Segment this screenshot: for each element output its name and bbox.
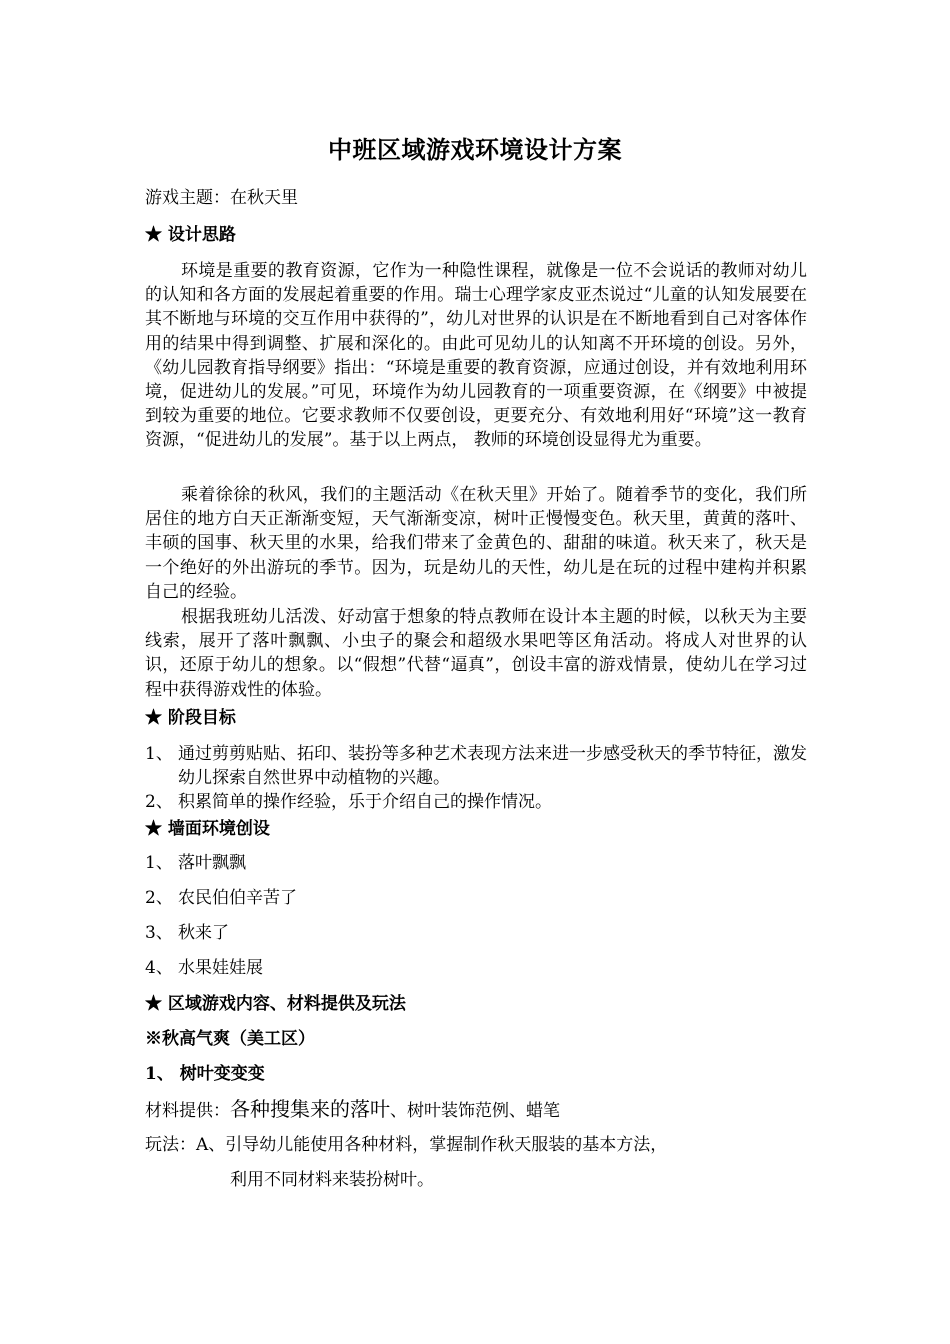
wall-item [145, 956, 807, 980]
wall-item [145, 921, 807, 945]
play-line-2: 利用不同材料来装扮树叶。 [230, 1170, 434, 1190]
materials-line [145, 1097, 560, 1123]
area-sub-heading: ※秋高气爽（美工区） [145, 1029, 315, 1049]
materials-main: 各种搜集来的落叶 [230, 1097, 390, 1121]
goal-number: 1、 [145, 744, 173, 764]
goal-number: 2、 [145, 792, 173, 812]
page-title: 中班区域游戏环境设计方案 [328, 135, 622, 164]
design-paragraph-3: 根据我班幼儿活泼、好动富于想象的特点教师在设计本主题的时候，以秋天为主要线索，展开了落叶飘飘、小虫子的聚会和超级水果吧等区角活动。将成人对世界的认识，还原于幼儿的想象。以“假想”代替“逼真”，创设丰富的游戏情景，使幼儿在学习过程中获得游戏性的体验。 [145, 607, 807, 700]
materials-label: 材料提供： [145, 1101, 230, 1121]
wall-text: 秋来了 [178, 923, 229, 943]
goal-item [145, 790, 807, 814]
design-idea-heading: ★ 设计思路 [145, 225, 236, 245]
theme-line: 游戏主题：在秋天里 [145, 188, 298, 208]
wall-item [145, 886, 807, 910]
area-heading: ★ 区域游戏内容、材料提供及玩法 [145, 994, 406, 1014]
wall-number: 4、 [145, 958, 173, 978]
goal-item [145, 742, 807, 790]
design-paragraph-1: 环境是重要的教育资源，它作为一种隐性课程，就像是一位不会说话的教师对幼儿的认知和各方面的发展起着重要的作用。瑞士心理学家皮亚杰说过“儿童的认知发展要在其不断地与环境的交互作用中获得的”，幼儿对世界的认识是在不断地看到自己对客体作用的结果中得到调整、扩展和深化的。由此可见幼儿的认知离不开环境的创设。另外，《幼儿园教育指导纲要》指出：“环境是重要的教育资源，应通过创设，并有效地利用环境，促进幼儿的发展。”可见，环境作为幼儿园教育的一项重要资源，在《纲要》中被提到较为重要的地位。它要求教师不仅要创设，更要充分、有效地利用好“环境”这一教育资源，“促进幼儿的发展”。基于以上两点， 教师的环境创设显得尤为重要。 [145, 261, 807, 451]
wall-number: 1、 [145, 853, 173, 873]
design-paragraph-2: 乘着徐徐的秋风，我们的主题活动《在秋天里》开始了。随着季节的变化，我们所居住的地方白天正渐渐变短，天气渐渐变凉，树叶正慢慢变色。秋天里，黄黄的落叶、丰硕的国事、秋天里的水果，给我们带来了金黄色的、甜甜的味道。秋天来了，秋天是一个绝好的外出游玩的季节。因为，玩是幼儿的天性，幼儿是在玩的过程中建构并积累自己的经验。 [145, 485, 807, 602]
goal-text: 通过剪剪贴贴、拓印、装扮等多种艺术表现方法来进一步感受秋天的季节特征，激发幼儿探索自然世界中动植物的兴趣。 [178, 744, 807, 788]
wall-text: 农民伯伯辛苦了 [178, 888, 297, 908]
play-line-1: 玩法：A、引导幼儿能使用各种材料，掌握制作秋天服装的基本方法， [145, 1135, 668, 1155]
wall-item [145, 851, 807, 875]
materials-rest: 、树叶装饰范例、蜡笔 [390, 1101, 560, 1121]
wall-text: 水果娃娃展 [178, 958, 263, 978]
wall-text: 落叶飘飘 [178, 853, 246, 873]
stage-goals-heading: ★ 阶段目标 [145, 708, 236, 728]
activity-title: 1、 树叶变变变 [145, 1064, 265, 1084]
wall-heading: ★ 墙面环境创设 [145, 819, 270, 839]
wall-number: 2、 [145, 888, 173, 908]
wall-number: 3、 [145, 923, 173, 943]
goal-text: 积累简单的操作经验，乐于介绍自己的操作情况。 [178, 792, 552, 812]
